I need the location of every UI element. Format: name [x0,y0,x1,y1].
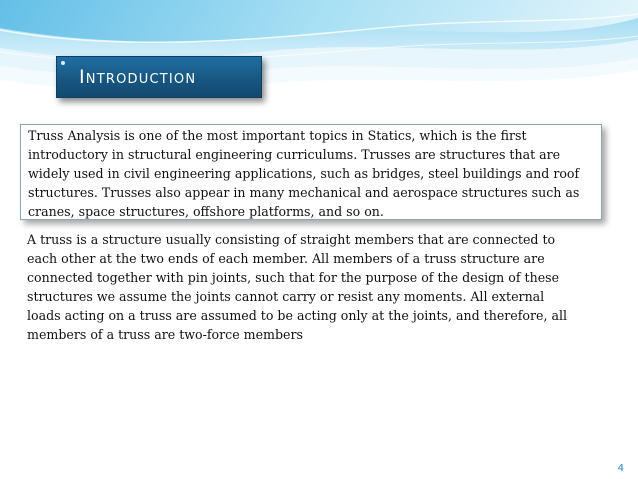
bullet-dot-icon [61,61,65,65]
paragraph-line: members of a truss are two-force members [27,327,303,342]
paragraph-line: connected together with pin joints, such that for the purpose of the design of these [27,270,560,285]
paragraph-line: widely used in civil engineering applications, such as bridges, steel buildings and roof [28,166,580,181]
paragraph-line: introductory in structural engineering curriculums. Trusses are structures that are [28,147,561,162]
paragraph-line: A truss is a structure usually consisting of straight members that are connected to [27,232,556,247]
paragraph-line: structures we assume the joints cannot carry or resist any moments. All external [27,289,545,304]
paragraph-line: structures. Trusses also appear in many mechanical and aerospace structures such as [28,185,580,200]
paragraph-line: Truss Analysis is one of the most important topics in Statics, which is the first [28,128,527,143]
paragraph-intro [20,124,602,220]
paragraph-line: each other at the two ends of each member. All members of a truss structure are [27,251,545,266]
title-box [56,56,262,98]
paragraph-line: loads acting on a truss are assumed to be acting only at the joints, and therefore, all [27,308,568,323]
paragraph-line: cranes, space structures, offshore platforms, and so on. [28,204,384,219]
paragraph-truss-definition [22,230,600,344]
page-number: 4 [617,463,624,474]
slide-title: Introduction [79,66,197,88]
